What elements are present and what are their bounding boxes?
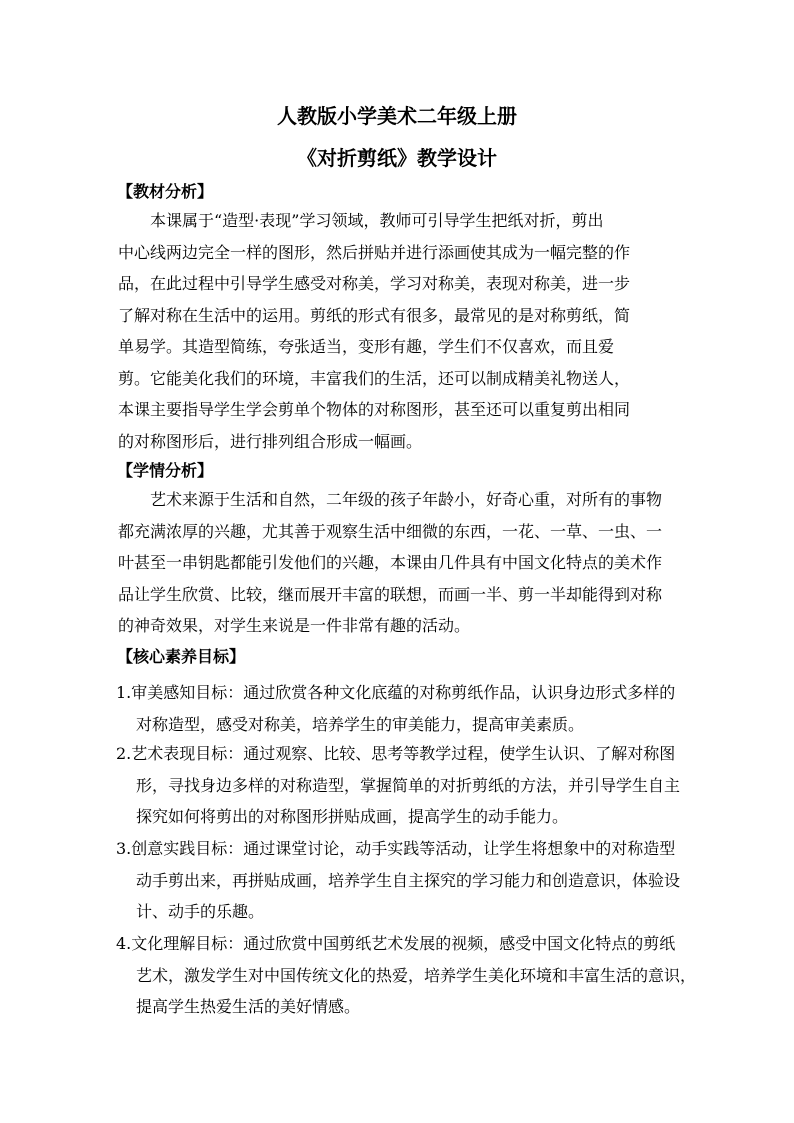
paragraph-line: 的神奇效果，对学生来说是一件非常有趣的活动。 [118,616,471,635]
goal-line: 计、动手的乐趣。 [136,902,265,921]
paragraph-line: 都充满浓厚的兴趣，尤其善于观察生活中细微的东西，一花、一草、一虫、一 [118,521,663,541]
document-title: 人教版小学美术二年级上册 [277,104,517,128]
goal-line: 对称造型，感受对称美，培养学生的审美能力，提高审美素质。 [136,714,585,734]
goal-line: 形，寻找身边多样的对称造型，掌握简单的对折剪纸的方法，并引导学生自主 [136,775,681,795]
paragraph-line: 单易学。其造型简练，夸张适当，变形有趣，学生们不仅喜欢，而且爱 [118,337,615,356]
paragraph-line: 本课属于“造型·表现”学习领域，教师可引导学生把纸对折，剪出 [150,211,604,230]
goal-item-aesthetic [116,677,682,740]
goal-line: 4.文化理解目标：通过欣赏中国剪纸艺术发展的视频，感受中国文化特点的剪纸 [116,934,676,953]
paragraph-line: 的对称图形后，进行排列组合形成一幅画。 [118,431,423,451]
goal-line: 1.审美感知目标：通过欣赏各种文化底蕴的对称剪纸作品，认识身边形式多样的 [116,683,676,702]
goal-number: 2. [116,744,132,763]
paragraph-line: 了解对称在生活中的运用。剪纸的形式有很多，最常见的是对称剪纸，简 [118,305,631,325]
goal-item-creative [116,833,682,928]
goal-item-culture [116,928,697,1023]
goal-line: 提高学生热爱生活的美好情感。 [136,997,361,1016]
paragraph-student-analysis [118,484,678,642]
paragraph-line: 剪。它能美化我们的环境，丰富我们的生活，还可以制成精美礼物送人， [118,368,631,388]
goal-line: 艺术，激发学生对中国传统文化的热爱，培养学生美化环境和丰富生活的意识， [136,965,697,985]
paragraph-line: 品，在此过程中引导学生感受对称美，学习对称美，表现对称美，进一步 [118,274,631,293]
goal-line: 探究如何将剪出的对称图形拼贴成画，提高学生的动手能力。 [136,807,569,826]
paragraph-line: 叶甚至一串钥匙都能引发他们的兴趣，本课由几件具有中国文化特点的美术作 [118,553,663,572]
goal-number: 3. [116,839,132,858]
goal-line: 3.创意实践目标：通过课堂讨论，动手实践等活动，让学生将想象中的对称造型 [116,839,676,858]
goal-line: 动手剪出来，再拼贴成画，培养学生自主探究的学习能力和创造意识，体验设 [136,870,681,890]
document-subtitle: 《对折剪纸》教学设计 [297,146,497,170]
section-heading-textbook: 【教材分析】 [117,182,214,201]
goal-line: 2.艺术表现目标：通过观察、比较、思考等教学过程，使学生认识、了解对称图 [116,744,676,763]
goal-item-expression [116,738,682,833]
paragraph-textbook-analysis [118,205,678,457]
paragraph-line: 艺术来源于生活和自然，二年级的孩子年龄小，好奇心重，对所有的事物 [150,490,663,509]
paragraph-line: 本课主要指导学生学会剪单个物体的对称图形，甚至还可以重复剪出相同 [118,400,631,419]
paragraph-line: 品让学生欣赏、比较，继而展开丰富的联想，而画一半、剪一半却能得到对称 [118,584,663,604]
goal-number: 1. [116,683,132,702]
section-heading-students: 【学情分析】 [117,461,214,480]
paragraph-line: 中心线两边完全一样的图形，然后拼贴并进行添画使其成为一幅完整的作 [118,242,631,262]
section-heading-goals: 【核心素养目标】 [117,647,246,666]
goal-number: 4. [116,934,132,953]
